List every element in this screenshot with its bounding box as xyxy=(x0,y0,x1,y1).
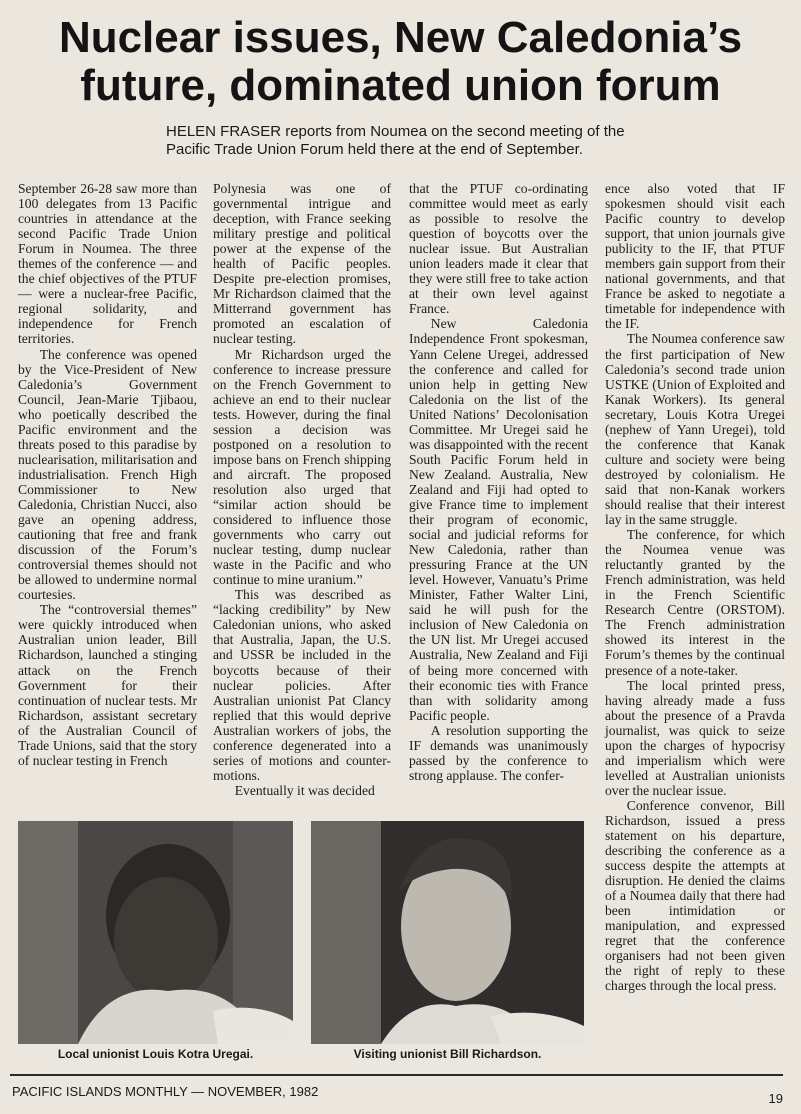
paragraph: Conference convenor, Bill Richardson, issued a press statement on his departure, describing the conference as a success despite the attempts at disruption. He denied the claims of a Noumea daily that there had been intimidation or manipulation, and expressed regret that the conference organisers had not been given the right of reply to these charges through the local press. xyxy=(605,797,785,994)
paragraph: September 26-28 saw more than 100 delegates from 13 Pacific countries in attendance at the second Pacific Trade Union Forum in Noumea. The three themes of the conference — and the chief objectives of the PTUF — were a nuclear-free Pacific, regional solidarity, and independence for French territories. xyxy=(18,181,197,347)
paragraph: ence also voted that IF spokesmen should visit each Pacific country to develop support, that union journals give publicity to the IF, that PTUF members gain support from their national governments, and that France be asked to negotiate a timetable for independence with the IF. xyxy=(605,181,785,332)
headline-line-1: Nuclear issues, New Caledonia’s xyxy=(58,13,743,62)
photo-louis-kotra-uregai xyxy=(18,821,293,1044)
standfirst-line-1: HELEN FRASER reports from Noumea on the second meeting of the xyxy=(166,123,625,140)
headline-line-2: future, dominated union forum xyxy=(80,61,721,110)
paragraph: The conference, for which the Noumea venue was reluctantly granted by the French administration, was held in the French Scientific Research Centre (ORSTOM). The French administration showed its interest in the Forum’s themes by the continual presence of a note-taker. xyxy=(605,527,785,678)
paragraph: Polynesia was one of governmental intrigue and deception, with France seeking military prestige and political power at the expense of the health of Pacific peoples. Despite pre-election promises, Mr Richardson claimed that the Mitterrand government has promoted an escalation of nuclear testing. xyxy=(213,181,391,347)
article-column-3 xyxy=(409,181,588,783)
paragraph: This was described as “lacking credibility” by New Caledonian unions, who asked that Australia, Japan, the U.S. and USSR be included in the boycotts because of their nuclear policies. After Australian unionist Pat Clancy replied that this would deprive Australian workers of jobs, the conference degenerated into a series of motions and counter-motions. xyxy=(213,587,391,783)
headline xyxy=(0,14,801,110)
paragraph: Mr Richardson urged the conference to increase pressure on the French Government to achieve an end to their nuclear tests. However, during the final session a decision was postponed on a resolution to impose bans on French shipping and aircraft. The proposed resolution also urged that “similar action should be considered to influence those governments who carry out nuclear testing, dump nuclear waste in the Pacific and who continue to mine uranium.” xyxy=(213,346,391,588)
paragraph: The conference was opened by the Vice-President of New Caledonia’s Government Council, Jean-Marie Tjibaou, who poetically described the Pacific environment and the threats posed to this paradise by nuclearisation, militarisation and industrialisation. French High Commissioner to New Caledonia, Christian Nucci, also gave an opening address, cautioning that free and frank discussion of the Forum’s controversial themes should not be allowed to undermine normal courtesies. xyxy=(18,346,197,603)
article-column-4 xyxy=(605,181,785,994)
paragraph: The Noumea conference saw the first participation of New Caledonia’s second trade union USTKE (Union of Exploited and Kanak Workers). Its general secretary, Louis Kotra Uregei (nephew of Yann Uregei), told the conference that Kanak culture and society were being destroyed by colonialism. He said that non-Kanak workers should realise that their interest lay in the same struggle. xyxy=(605,331,785,528)
paragraph: The local printed press, having already made a fuss about the presence of a Pravda journalist, was quick to seize upon the charges of hypocrisy and imperialism which were levelled at Australian unionists over the nuclear issue. xyxy=(605,677,785,798)
standfirst-line-2: Pacific Trade Union Forum held there at the end of September. xyxy=(166,141,583,158)
paragraph: A resolution supporting the IF demands was unanimously passed by the conference to strong applause. The confer- xyxy=(409,722,588,783)
photo-bill-richardson xyxy=(311,821,584,1044)
footer-publication: PACIFIC ISLANDS MONTHLY — NOVEMBER, 1982 xyxy=(12,1084,319,1099)
page-number: 19 xyxy=(768,1091,783,1106)
photo-caption-2: Visiting unionist Bill Richardson. xyxy=(353,1047,542,1061)
paragraph: The “controversial themes” were quickly introduced when Australian union leader, Bill Richardson, launched a stinging attack on the French Government for their continuation of nuclear tests. Mr Richardson, assistant secretary of the Australian Council of Trade Unions, said that the story of nuclear testing in French xyxy=(18,602,197,768)
article-column-2 xyxy=(213,181,391,798)
footer-divider xyxy=(10,1074,783,1076)
paragraph: Eventually it was decided xyxy=(234,782,375,798)
article-column-1 xyxy=(18,181,197,768)
paragraph: that the PTUF co-ordinating committee would meet as early as possible to resolve the question of boycotts over the nuclear issue. But Australian union leaders made it clear that they were still free to take action at their own level against France. xyxy=(409,181,588,317)
photo-caption-1: Local unionist Louis Kotra Uregai. xyxy=(57,1047,254,1061)
paragraph: New Caledonia Independence Front spokesman, Yann Celene Uregei, addressed the conference and called for union help in getting New Caledonia on the list of the United Nations’ Decolonisation Committee. Mr Uregei said he was disappointed with the recent South Pacific Forum held in New Zealand. Australia, New Zealand and Fiji had opted to give France time to implement their program of economic, social and judicial reforms for New Caledonia, rather than pressuring France at the UN level. However, Vanuatu’s Prime Minister, Father Walter Lini, said he will push for the inclusion of New Caledonia on the UN list. Mr Uregei accused Australia, New Zealand and Fiji of being more concerned with their economic ties with France than with solidarity among Pacific people. xyxy=(409,316,588,723)
standfirst xyxy=(166,123,686,159)
